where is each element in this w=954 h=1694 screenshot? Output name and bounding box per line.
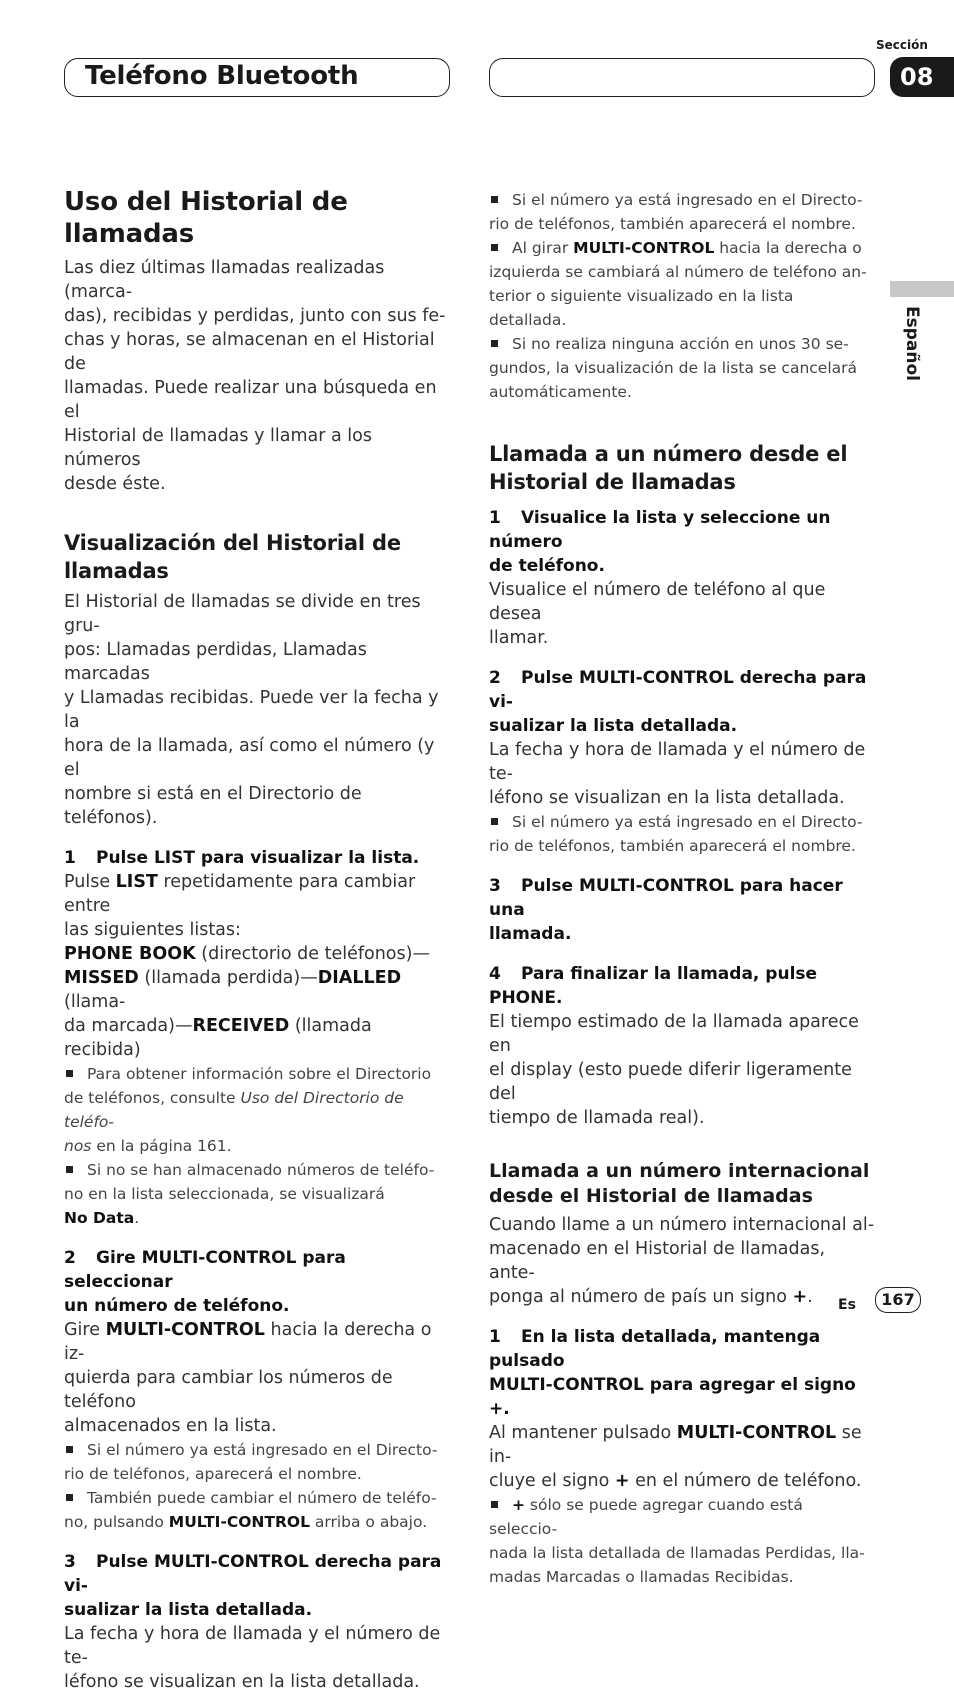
- step-text: sualizar la lista detallada.: [64, 1600, 313, 1620]
- text-run: da marcada)—: [64, 1016, 193, 1036]
- text-run: sólo se puede agregar cuando está seleccio-: [489, 1496, 803, 1538]
- heading-line: Visualización del Historial de: [64, 531, 401, 555]
- text-line: léfono se visualizan en la lista detallada.: [64, 1672, 420, 1692]
- text-line: no en la lista seleccionada, se visualizará: [64, 1185, 385, 1203]
- step-2-title: [64, 1246, 450, 1318]
- text-run: repetidamente para cambiar entre: [64, 872, 416, 916]
- step-text: llamada.: [489, 924, 572, 944]
- text-run: (llamada perdida)—: [138, 968, 318, 988]
- intro-paragraph: [64, 256, 450, 496]
- language-tab-label: Español: [902, 306, 922, 381]
- text-line: rio de teléfonos, también aparecerá el nombre.: [489, 215, 856, 233]
- bullet-square-icon: [491, 818, 498, 825]
- text-run: en el número de teléfono.: [629, 1471, 862, 1491]
- text-run: (llama-: [64, 992, 126, 1012]
- plus-sign: +: [614, 1471, 630, 1491]
- text-run: ponga al número de país un signo: [489, 1287, 793, 1307]
- text-line: el display (esto puede diferir ligeramente del: [489, 1060, 852, 1104]
- step-4-body: [489, 1010, 875, 1130]
- chapter-title: Teléfono Bluetooth: [85, 61, 359, 91]
- text-line: Historial de llamadas y llamar a los números: [64, 426, 372, 470]
- step-number: 2: [489, 668, 501, 688]
- note: [489, 332, 875, 404]
- list-key-label: LIST: [115, 872, 158, 892]
- page-title: Uso del Historial de llamadas: [64, 187, 348, 249]
- intl-step-1-body: [489, 1421, 875, 1493]
- text-line: léfono se visualizan en la lista detallada.: [489, 788, 845, 808]
- text-run: (directorio de teléfonos)—: [195, 944, 430, 964]
- step-3-title: [489, 874, 875, 946]
- bullet-square-icon: [66, 1166, 73, 1173]
- display-message: No Data: [64, 1209, 135, 1227]
- text-line: nada la lista detallada de llamadas Perdidas, lla-: [489, 1544, 865, 1562]
- note: [64, 1158, 450, 1230]
- text-run: Para obtener información sobre el Directorio: [87, 1065, 432, 1083]
- step-number: 3: [489, 876, 501, 896]
- text-line: automáticamente.: [489, 383, 632, 401]
- text-line: hora de la llamada, así como el número (y el: [64, 736, 435, 780]
- text-run: de teléfonos, consulte: [64, 1089, 241, 1107]
- step-1-title: [489, 506, 875, 578]
- step-text: Para finalizar la llamada, pulse PHONE.: [489, 964, 818, 1008]
- plus-sign: +: [792, 1287, 808, 1307]
- text-run: También puede cambiar el número de teléfo-: [87, 1489, 437, 1507]
- chapter-title-pill: [64, 58, 450, 97]
- text-run: Si no se han almacenado números de teléfo-: [87, 1161, 435, 1179]
- list-name-missed: MISSED: [64, 968, 139, 988]
- step-text: Pulse LIST para visualizar la lista.: [96, 848, 420, 868]
- text-line: gundos, la visualización de la lista se cancelará: [489, 359, 857, 377]
- text-run: arriba o abajo.: [309, 1513, 428, 1531]
- text-line: y Llamadas recibidas. Puede ver la fecha y la: [64, 688, 439, 732]
- text-line: desde éste.: [64, 474, 166, 494]
- text-line: El Historial de llamadas se divide en tres gru-: [64, 592, 421, 636]
- heading-line: Historial de llamadas: [489, 470, 736, 494]
- list-name-dialled: DIALLED: [317, 968, 402, 988]
- step-text: Gire MULTI-CONTROL para seleccionar: [64, 1248, 346, 1292]
- text-run: Al mantener pulsado: [489, 1423, 677, 1443]
- subsection-body: [489, 1213, 875, 1309]
- text-run: se in-: [489, 1423, 862, 1467]
- step-2-title: [489, 666, 875, 738]
- text-run: Al girar: [512, 239, 574, 257]
- step-2-body: [489, 738, 875, 810]
- list-name-received: RECEIVED: [192, 1016, 290, 1036]
- text-line: das), recibidas y perdidas, junto con sus fe-: [64, 306, 446, 326]
- control-name: MULTI-CONTROL: [573, 239, 715, 257]
- subsection-body: [64, 590, 450, 830]
- cross-reference: nos: [64, 1137, 92, 1155]
- text-line: pos: Llamadas perdidas, Llamadas marcadas: [64, 640, 367, 684]
- text-run: Pulse: [64, 872, 116, 892]
- text-line: chas y horas, se almacenan en el Historial de: [64, 330, 435, 374]
- step-number: 1: [64, 848, 76, 868]
- text-line: las siguientes listas:: [64, 920, 241, 940]
- step-3-title: [64, 1550, 450, 1622]
- text-line: quierda para cambiar los números de teléfono: [64, 1368, 393, 1412]
- text-line: macenado en el Historial de llamadas, ante-: [489, 1239, 826, 1283]
- text-line: almacenados en la lista.: [64, 1416, 277, 1436]
- text-line: tiempo de llamada real).: [489, 1108, 705, 1128]
- step-number: 1: [489, 1327, 501, 1347]
- text-line: Las diez últimas llamadas realizadas (marca-: [64, 258, 385, 302]
- step-text: Visualice la lista y seleccione un número: [489, 508, 831, 552]
- text-line: izquierda se cambiará al número de teléfono an-: [489, 263, 867, 281]
- step-text: sualizar la lista detallada.: [489, 716, 738, 736]
- language-tab-bar: [890, 281, 954, 297]
- text-run: hacia la derecha o: [714, 239, 862, 257]
- text-run: en la página 161.: [91, 1137, 232, 1155]
- step-number: 1: [489, 508, 501, 528]
- subsection-title: [64, 529, 450, 585]
- control-name: MULTI-CONTROL: [105, 1320, 265, 1340]
- bullet-square-icon: [491, 196, 498, 203]
- step-1-body: [64, 870, 450, 1062]
- note: [489, 1493, 875, 1589]
- section-label: Sección: [876, 38, 928, 52]
- right-column: [489, 188, 875, 1589]
- control-name: MULTI-CONTROL: [676, 1423, 837, 1443]
- step-4-title: [489, 962, 875, 1010]
- intl-step-1-title: [489, 1325, 875, 1421]
- note: [64, 1062, 450, 1158]
- text-run: no, pulsando: [64, 1513, 169, 1531]
- text-line: La fecha y hora de llamada y el número de te-: [64, 1624, 441, 1668]
- step-text: Pulse MULTI-CONTROL derecha para vi-: [489, 668, 867, 712]
- heading-line: llamadas: [64, 559, 169, 583]
- bullet-square-icon: [66, 1070, 73, 1077]
- bullet-square-icon: [491, 340, 498, 347]
- step-2-body: [64, 1318, 450, 1438]
- text-run: .: [134, 1209, 140, 1227]
- text-run: Si no realiza ninguna acción en unos 30 se-: [512, 335, 849, 353]
- text-line: terior o siguiente visualizado en la lista detallada.: [489, 287, 794, 329]
- text-line: Visualice el número de teléfono al que desea: [489, 580, 826, 624]
- bullet-square-icon: [66, 1446, 73, 1453]
- heading-line: Llamada a un número internacional: [489, 1160, 870, 1182]
- step-text: Pulse MULTI-CONTROL derecha para vi-: [64, 1552, 442, 1596]
- text-run: cluye el signo: [489, 1471, 615, 1491]
- bullet-square-icon: [491, 1501, 498, 1508]
- text-line: rio de teléfonos, también aparecerá el nombre.: [489, 837, 856, 855]
- step-text: En la lista detallada, mantenga pulsado: [489, 1327, 821, 1371]
- cross-reference: Uso del Directorio de teléfo-: [64, 1089, 404, 1131]
- language-code: Es: [838, 1297, 856, 1313]
- text-line: La fecha y hora de llamada y el número de te-: [489, 740, 866, 784]
- step-number: 4: [489, 964, 501, 984]
- page-number: 167: [875, 1287, 921, 1313]
- text-run: Si el número ya está ingresado en el Directo-: [512, 191, 863, 209]
- step-number: 3: [64, 1552, 76, 1572]
- text-line: rio de teléfonos, aparecerá el nombre.: [64, 1465, 362, 1483]
- left-column: [64, 186, 450, 1694]
- section-number-badge: 08: [890, 57, 954, 97]
- text-run: (llamada recibida): [64, 1016, 372, 1060]
- step-text: un número de teléfono.: [64, 1296, 290, 1316]
- step-number: 2: [64, 1248, 76, 1268]
- text-line: Cuando llame a un número internacional al-: [489, 1215, 875, 1235]
- text-line: llamadas. Puede realizar una búsqueda en el: [64, 378, 437, 422]
- text-line: llamar.: [489, 628, 549, 648]
- step-1-body: [489, 578, 875, 650]
- note: [489, 236, 875, 332]
- note: [64, 1486, 450, 1534]
- heading-line: desde el Historial de llamadas: [489, 1185, 813, 1207]
- note: [489, 810, 875, 858]
- list-name-phone-book: PHONE BOOK: [64, 944, 196, 964]
- header-pill-empty: [489, 58, 875, 97]
- bullet-square-icon: [491, 244, 498, 251]
- text-line: nombre si está en el Directorio de teléfonos).: [64, 784, 362, 828]
- text-run: Gire: [64, 1320, 106, 1340]
- step-text: de teléfono.: [489, 556, 605, 576]
- section-title: [489, 440, 875, 496]
- control-name: MULTI-CONTROL: [168, 1513, 310, 1531]
- heading-line: Llamada a un número desde el: [489, 442, 848, 466]
- text-run: hacia la derecha o iz-: [64, 1320, 432, 1364]
- step-1-title: [64, 846, 450, 870]
- plus-sign: +: [512, 1496, 525, 1514]
- text-run: Si el número ya está ingresado en el Directo-: [512, 813, 863, 831]
- text-run: Si el número ya está ingresado en el Directo-: [87, 1441, 438, 1459]
- step-text: Pulse MULTI-CONTROL para hacer una: [489, 876, 843, 920]
- text-line: madas Marcadas o llamadas Recibidas.: [489, 1568, 794, 1586]
- step-3-body: [64, 1622, 450, 1694]
- subsection-title: [489, 1159, 875, 1209]
- text-line: El tiempo estimado de la llamada aparece en: [489, 1012, 859, 1056]
- step-text: MULTI-CONTROL para agregar el signo +.: [489, 1375, 856, 1419]
- text-run: .: [807, 1287, 813, 1307]
- note: [489, 188, 875, 236]
- bullet-square-icon: [66, 1494, 73, 1501]
- note: [64, 1438, 450, 1486]
